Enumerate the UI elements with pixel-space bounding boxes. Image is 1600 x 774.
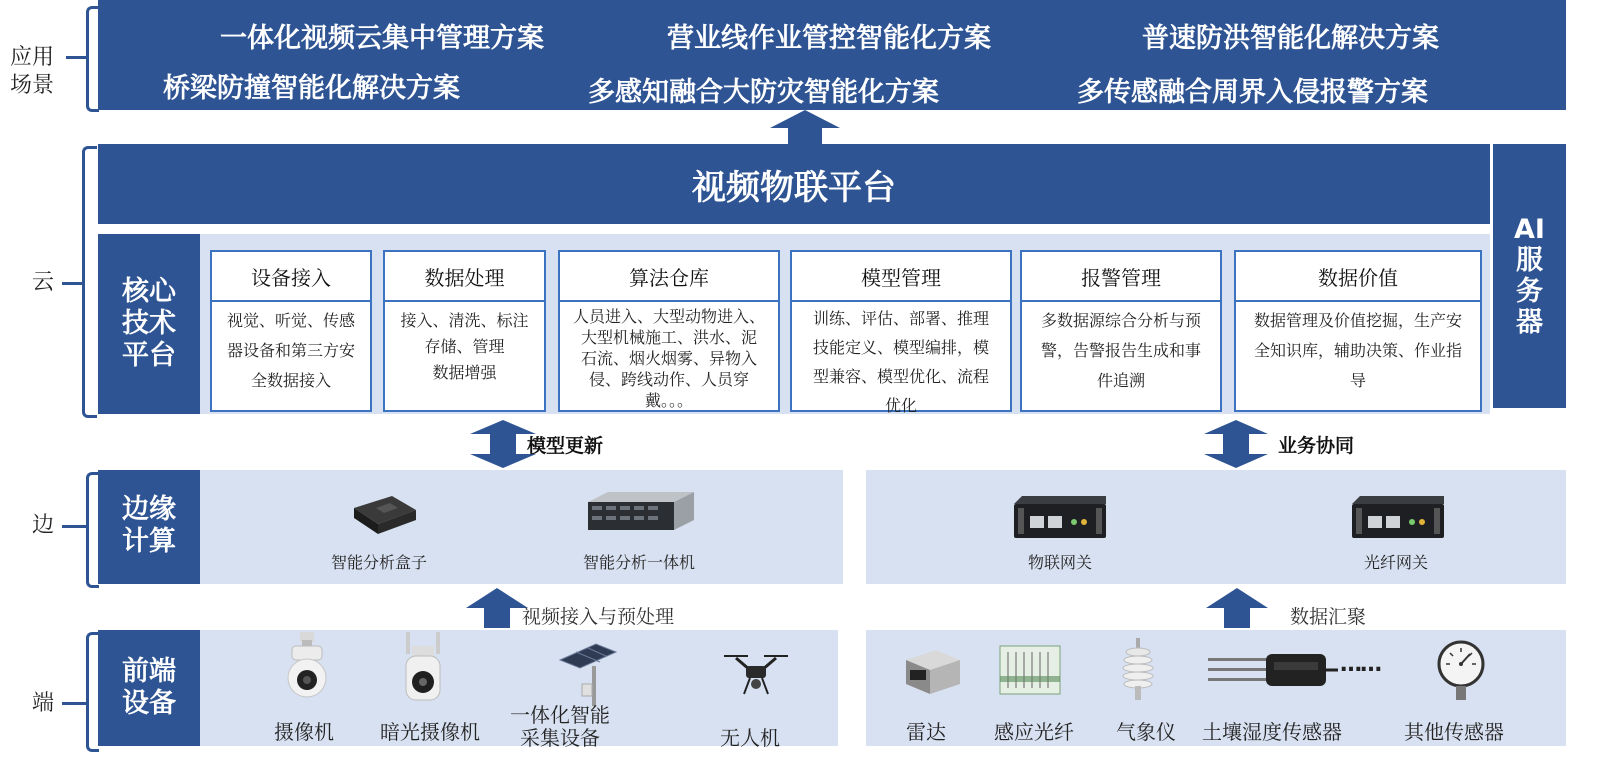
layer-label-app: 应用 场景 [10, 45, 55, 98]
up-arrow-platform [770, 110, 840, 146]
layer-label-end: 端 [32, 691, 55, 716]
platform-title: 视频物联平台 [692, 168, 896, 208]
app-scenario-5: 多感知融合大防灾智能化方案 [588, 77, 939, 108]
ai-service-title: AI 服 务 器 [1514, 214, 1545, 338]
lowlight-camera-icon [402, 632, 444, 704]
card-device-access [210, 250, 372, 412]
fiber-sensor-icon [1000, 646, 1060, 696]
card-title: 模型管理 [792, 252, 1010, 302]
front-device-label: 土壤湿度传感器 [1202, 720, 1342, 744]
card-title: 数据处理 [385, 252, 544, 302]
front-title: 前端 设备 [122, 656, 176, 719]
bracket-tick-end [62, 702, 86, 705]
core-platform-title: 核心 技术 平台 [122, 276, 176, 371]
bracket-tick-edge [62, 525, 86, 528]
app-scenario-4: 桥梁防撞智能化解决方案 [163, 73, 460, 104]
edge-title: 边缘 计算 [122, 494, 176, 557]
label-business-collab: 业务协同 [1278, 435, 1355, 457]
solar-collector-icon [556, 640, 616, 706]
layer-label-cloud: 云 [32, 270, 55, 295]
label-video-access: 视频接入与预处理 [522, 606, 675, 628]
bracket-tick-app [66, 56, 86, 59]
gauge-sensor-icon [1436, 640, 1486, 702]
front-ellipsis: …… [1340, 652, 1380, 677]
edge-device-label: 光纤网关 [1364, 553, 1429, 572]
label-model-update: 模型更新 [527, 435, 604, 457]
card-body: 视觉、听觉、传感 器设备和第三方安 全数据接入 [226, 311, 355, 390]
card-data-processing [383, 250, 546, 412]
rack-server-icon [588, 492, 694, 532]
card-title: 算法仓库 [560, 252, 778, 302]
radar-icon [902, 646, 962, 696]
card-alarm-management [1020, 250, 1222, 412]
front-device-label: 气象仪 [1116, 720, 1176, 744]
edge-panel-left [98, 470, 843, 584]
front-device-label: 一体化智能 采集设备 [510, 703, 610, 750]
front-device-label: 暗光摄像机 [380, 720, 480, 744]
gateway-icon [1352, 496, 1444, 540]
edge-panel-right [866, 470, 1566, 584]
card-algorithm-repo [558, 250, 780, 412]
app-scenario-6: 多传感融合周界入侵报警方案 [1077, 77, 1428, 108]
card-body: 接入、清洗、标注 存储、管理 数据增强 [400, 311, 529, 382]
soil-sensor-icon [1208, 652, 1338, 692]
drone-icon [720, 650, 792, 700]
card-body: 训练、评估、部署、推理 技能定义、模型编排，模 型兼容、模型优化、流程 优化 [812, 309, 989, 415]
app-scenario-1: 一体化视频云集中管理方案 [220, 23, 544, 54]
edge-device-label: 物联网关 [1028, 553, 1093, 572]
card-body: 人员进入、大型动物进入、 大型机械施工、洪水、泥 石流、烟火烟雾、异物入 侵、跨线动作、人员穿 戴。。。 [572, 307, 765, 410]
app-scenario-2: 营业线作业管控智能化方案 [667, 23, 991, 54]
card-body: 多数据源综合分析与预 警，告警报告生成和事 件追溯 [1040, 311, 1201, 390]
analysis-box-icon [346, 492, 416, 534]
front-device-label: 雷达 [906, 720, 946, 744]
weather-station-icon [1120, 638, 1156, 702]
card-title: 设备接入 [212, 252, 370, 302]
card-data-value [1234, 250, 1482, 412]
label-data-aggregation: 数据汇聚 [1290, 606, 1367, 628]
up-arrow-video [466, 588, 528, 628]
layer-label-edge: 边 [32, 513, 55, 538]
front-device-label: 摄像机 [274, 720, 334, 744]
front-device-label: 其他传感器 [1404, 720, 1504, 744]
gateway-icon [1014, 496, 1106, 540]
edge-device-label: 智能分析一体机 [583, 553, 696, 572]
edge-device-label: 智能分析盒子 [331, 553, 428, 572]
app-scenario-3: 普速防洪智能化解决方案 [1142, 23, 1439, 54]
card-model-management [790, 250, 1012, 415]
bracket-cloud [82, 146, 97, 418]
front-device-label: 感应光纤 [994, 720, 1074, 744]
double-arrow-business-collab [1204, 420, 1268, 468]
dome-camera-icon [282, 632, 332, 698]
front-device-label: 无人机 [720, 726, 780, 750]
card-title: 数据价值 [1236, 252, 1480, 302]
bracket-tick-cloud [62, 282, 82, 285]
up-arrow-data [1206, 588, 1268, 628]
card-title: 报警管理 [1022, 252, 1220, 302]
card-body: 数据管理及价值挖掘，生产安 全知识库，辅助决策、作业指 导 [1253, 311, 1462, 390]
